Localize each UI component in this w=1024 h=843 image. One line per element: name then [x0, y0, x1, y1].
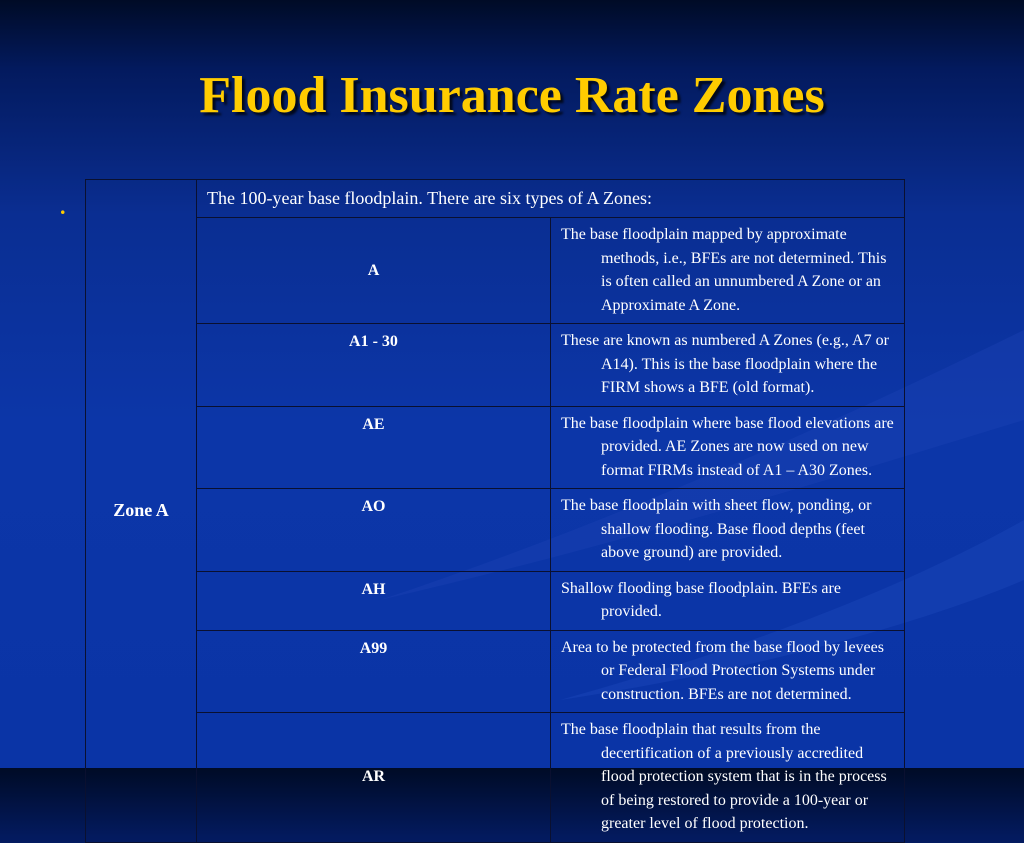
table-row [86, 218, 905, 324]
table-row [86, 630, 905, 713]
zone-description: The base floodplain where base flood elevations are provided. AE Zones are now used on new format FIRMs instead of A1 – A30 Zones. [561, 414, 894, 479]
zone-label: Zone A [86, 180, 197, 843]
table-row [86, 713, 905, 843]
zone-description: The base floodplain with sheet flow, ponding, or shallow flooding. Base flood depths (feet above ground) are provided. [561, 497, 872, 561]
table-row [86, 489, 905, 572]
table-row [86, 571, 905, 630]
table-row [86, 180, 905, 218]
zone-description: The base floodplain that results from the decertification of a previously accredited flood protection system that is in the process of being restored to provide a 100-year or greater level of flood protection. [561, 721, 887, 832]
zone-header: The 100-year base floodplain. There are six types of A Zones: [197, 180, 905, 218]
table-row [86, 324, 905, 407]
bullet-marker: . [60, 194, 66, 219]
table-row [86, 406, 905, 489]
zone-code: AO [197, 489, 551, 572]
zone-code: AE [197, 406, 551, 489]
zone-description: Shallow flooding base floodplain. BFEs are provided. [561, 579, 841, 620]
zone-code: AR [197, 713, 551, 843]
zone-description: These are known as numbered A Zones (e.g., A7 or A14). This is the base floodplain where the FIRM shows a BFE (old format). [561, 332, 889, 396]
zone-description: Area to be protected from the base flood by levees or Federal Flood Protection Systems under construction. BFEs are not determined. [561, 638, 884, 703]
zone-description: The base floodplain mapped by approximate methods, i.e., BFEs are not determined. This is often called an unnumbered A Zone or an Approximate A Zone. [561, 226, 887, 314]
zone-code: A [197, 218, 551, 324]
zone-code: A99 [197, 630, 551, 713]
zone-code: AH [197, 571, 551, 630]
zone-table [85, 179, 905, 843]
page-title: Flood Insurance Rate Zones [199, 67, 825, 124]
zone-code: A1 - 30 [197, 324, 551, 407]
